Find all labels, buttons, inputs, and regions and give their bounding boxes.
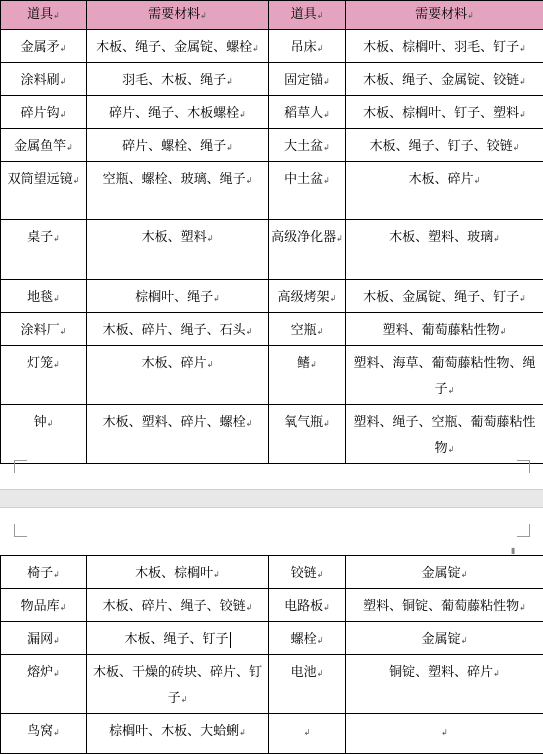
item-cell: 鸟窝 ↲ (1, 714, 87, 754)
materials-cell: 棕榈叶、木板、大蛤蜊 ↲ (87, 714, 269, 754)
materials-cell: 木板、绳子、金属锭、螺栓 ↲ (87, 30, 269, 63)
item-cell: 高级净化器 ↲ (269, 220, 346, 280)
table-row (1, 714, 543, 754)
materials-cell: 塑料、绳子、空瓶、葡萄藤粘性物 ↲ (346, 405, 543, 464)
materials-cell: 空瓶、螺栓、玻璃、绳子 ↲ (87, 162, 269, 220)
materials-cell: 金属锭 ↲ (346, 556, 543, 589)
table-row (1, 313, 543, 346)
table-header-row (1, 1, 543, 30)
table-row (1, 129, 543, 162)
item-cell: 氧气瓶 ↲ (269, 405, 346, 464)
column-header-materials: 需要材料 ↲ (346, 1, 543, 30)
table-row (1, 220, 543, 280)
table-row (1, 556, 543, 589)
item-cell: 椅子 ↲ (1, 556, 87, 589)
materials-cell: 木板、碎片 ↲ (346, 162, 543, 220)
table-row (1, 405, 543, 464)
item-cell: 金属鱼竿 ↲ (1, 129, 87, 162)
materials-cell: 铜锭、塑料、碎片 ↲ (346, 655, 543, 714)
page-corner-mark (517, 524, 530, 537)
table-row (1, 63, 543, 96)
materials-cell: 碎片、绳子、木板螺栓 ↲ (87, 96, 269, 129)
table-row (1, 162, 543, 220)
materials-cell: 木板、塑料 ↲ (87, 220, 269, 280)
item-cell: 固定锚 ↲ (269, 63, 346, 96)
table-row (1, 30, 543, 63)
item-cell: 物品库 ↲ (1, 589, 87, 622)
item-cell: 桌子 ↲ (1, 220, 87, 280)
page-corner-mark (14, 524, 27, 537)
materials-cell: 木板、碎片 ↲ (87, 346, 269, 405)
page-corner-mark (14, 460, 27, 473)
item-cell: 中土盆 ↲ (269, 162, 346, 220)
table-row (1, 280, 543, 313)
item-cell: 熔炉 ↲ (1, 655, 87, 714)
item-cell: 金属矛 ↲ (1, 30, 87, 63)
item-cell: 高级烤架 ↲ (269, 280, 346, 313)
table-row (1, 589, 543, 622)
item-cell: 地毯 ↲ (1, 280, 87, 313)
materials-cell: 棕榈叶、绳子 ↲ (87, 280, 269, 313)
materials-cell: 木板、绳子、钉子、铰链 ↲ (346, 129, 543, 162)
materials-cell: 木板、干燥的砖块、碎片、钉子 ↲ (87, 655, 269, 714)
table-row (1, 622, 543, 655)
item-cell: 大土盆 ↲ (269, 129, 346, 162)
materials-cell[interactable] (87, 622, 269, 655)
materials-cell: 木板、碎片、绳子、石头 ↲ (87, 313, 269, 346)
item-cell: 稻草人 ↲ (269, 96, 346, 129)
item-cell: 涂料厂 ↲ (1, 313, 87, 346)
item-cell: 双筒望远镜 ↲ (1, 162, 87, 220)
item-cell: 铰链 ↲ (269, 556, 346, 589)
materials-cell: 木板、棕榈叶、羽毛、钉子 ↲ (346, 30, 543, 63)
table-move-handle-icon[interactable]: ▮ (511, 546, 515, 555)
materials-cell: 碎片、螺栓、绳子 ↲ (87, 129, 269, 162)
materials-cell: 塑料、海草、葡萄藤粘性物、绳子 ↲ (346, 346, 543, 405)
item-cell: 碎片钩 ↲ (1, 96, 87, 129)
column-header-materials: 需要材料 ↲ (87, 1, 269, 30)
page-break-gap (0, 489, 543, 508)
materials-cell: 木板、塑料、碎片、螺栓 ↲ (87, 405, 269, 464)
materials-cell: 木板、碎片、绳子、铰链 ↲ (87, 589, 269, 622)
materials-cell: 木板、塑料、玻璃 ↲ (346, 220, 543, 280)
materials-cell: 塑料、铜锭、葡萄藤粘性物 ↲ (346, 589, 543, 622)
item-cell: 电路板 ↲ (269, 589, 346, 622)
column-header-item: 道具 ↲ (269, 1, 346, 30)
table-row (1, 346, 543, 405)
materials-cell: 木板、绳子、金属锭、铰链 ↲ (346, 63, 543, 96)
item-cell: 漏网 ↲ (1, 622, 87, 655)
item-cell: 钟 ↲ (1, 405, 87, 464)
materials-text: 木板、绳子、钉子 (124, 632, 228, 647)
table-row (1, 96, 543, 129)
column-header-item: 道具 ↲ (1, 1, 87, 30)
materials-cell: 羽毛、木板、绳子 ↲ (87, 63, 269, 96)
materials-cell (346, 714, 543, 754)
item-cell: 鳍 ↲ (269, 346, 346, 405)
item-cell: 灯笼 ↲ (1, 346, 87, 405)
item-cell: 涂料刷 ↲ (1, 63, 87, 96)
item-cell (269, 714, 346, 754)
materials-cell: 木板、棕榈叶、钉子、塑料 ↲ (346, 96, 543, 129)
materials-cell: 塑料、葡萄藤粘性物 ↲ (346, 313, 543, 346)
table-row (1, 655, 543, 714)
page-corner-mark (517, 460, 530, 473)
materials-cell: 金属锭 ↲ (346, 622, 543, 655)
item-cell: 电池 ↲ (269, 655, 346, 714)
item-cell: 空瓶 ↲ (269, 313, 346, 346)
materials-cell: 木板、棕榈叶 ↲ (87, 556, 269, 589)
item-cell: 吊床 ↲ (269, 30, 346, 63)
materials-table-page2 (0, 555, 543, 754)
item-cell: 螺栓 ↲ (269, 622, 346, 655)
materials-cell: 木板、金属锭、绳子、钉子 ↲ (346, 280, 543, 313)
text-cursor (230, 632, 231, 648)
